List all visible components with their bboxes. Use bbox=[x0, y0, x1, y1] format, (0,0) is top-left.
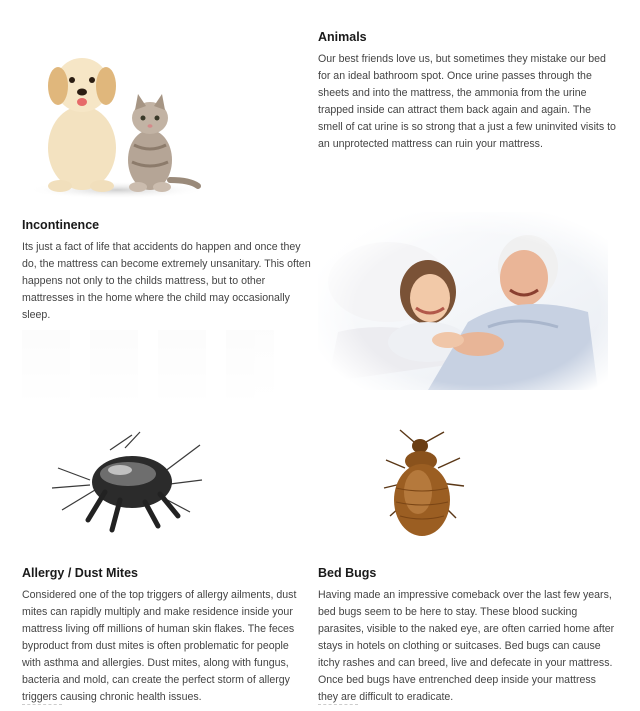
cutoff-divider bbox=[318, 704, 358, 711]
cutoff-divider bbox=[22, 704, 62, 711]
dust-mite-image bbox=[50, 430, 210, 540]
section-body: Having made an impressive comeback over the last few years, bed bugs seem to be here to stay. These blood sucking parasites, visible to the naked eye, are often carried home after stays in hotels on clothing or suitcases. Bed bugs can cause itchy rashes and can breed, live and defecate in your mattress. Once bed bugs have entrenched deep inside your mattress they are difficult to eradicate. bbox=[318, 589, 615, 703]
section-title: Bed Bugs bbox=[318, 566, 377, 580]
section-title: Allergy / Dust Mites bbox=[22, 566, 138, 580]
section-body: Considered one of the top triggers of allergy ailments, dust mites can rapidly multiply and make residence inside your mattress living off millions of human skin flakes. The feces byproduct from dust mites is often problematic for people with asthma and allergies. Dust mites, along with fungus, bacteria and mold, can create the perfect storm of allergy triggers causing chronic health issues. bbox=[22, 589, 297, 703]
bed-bug-image bbox=[380, 428, 470, 543]
section-dust-mites bbox=[22, 566, 307, 706]
section-incontinence bbox=[22, 218, 312, 324]
section-body: Our best friends love us, but sometimes they mistake our bed for an ideal bathroom spot. Once urine passes through the sheets and into the mattress, the ammonia from the urine trapped inside can attract them back again and again. The smell of cat urine is so strong that a just a few uninvited visits to an unprotected mattress can ruin your mattress. bbox=[318, 53, 616, 150]
section-animals bbox=[318, 30, 618, 153]
section-title: Animals bbox=[318, 30, 367, 44]
section-bed-bugs bbox=[318, 566, 618, 706]
faint-background-pattern bbox=[22, 330, 302, 400]
puppy-and-kitten-image bbox=[22, 30, 204, 200]
elderly-couple-image bbox=[318, 212, 608, 390]
section-title: Incontinence bbox=[22, 218, 100, 232]
section-body: Its just a fact of life that accidents do happen and once they do, the mattress can become extremely unsanitary. This often happens not only to the childs mattress, but to other mattresses in the home where the child may occasionally sleep. bbox=[22, 241, 311, 321]
